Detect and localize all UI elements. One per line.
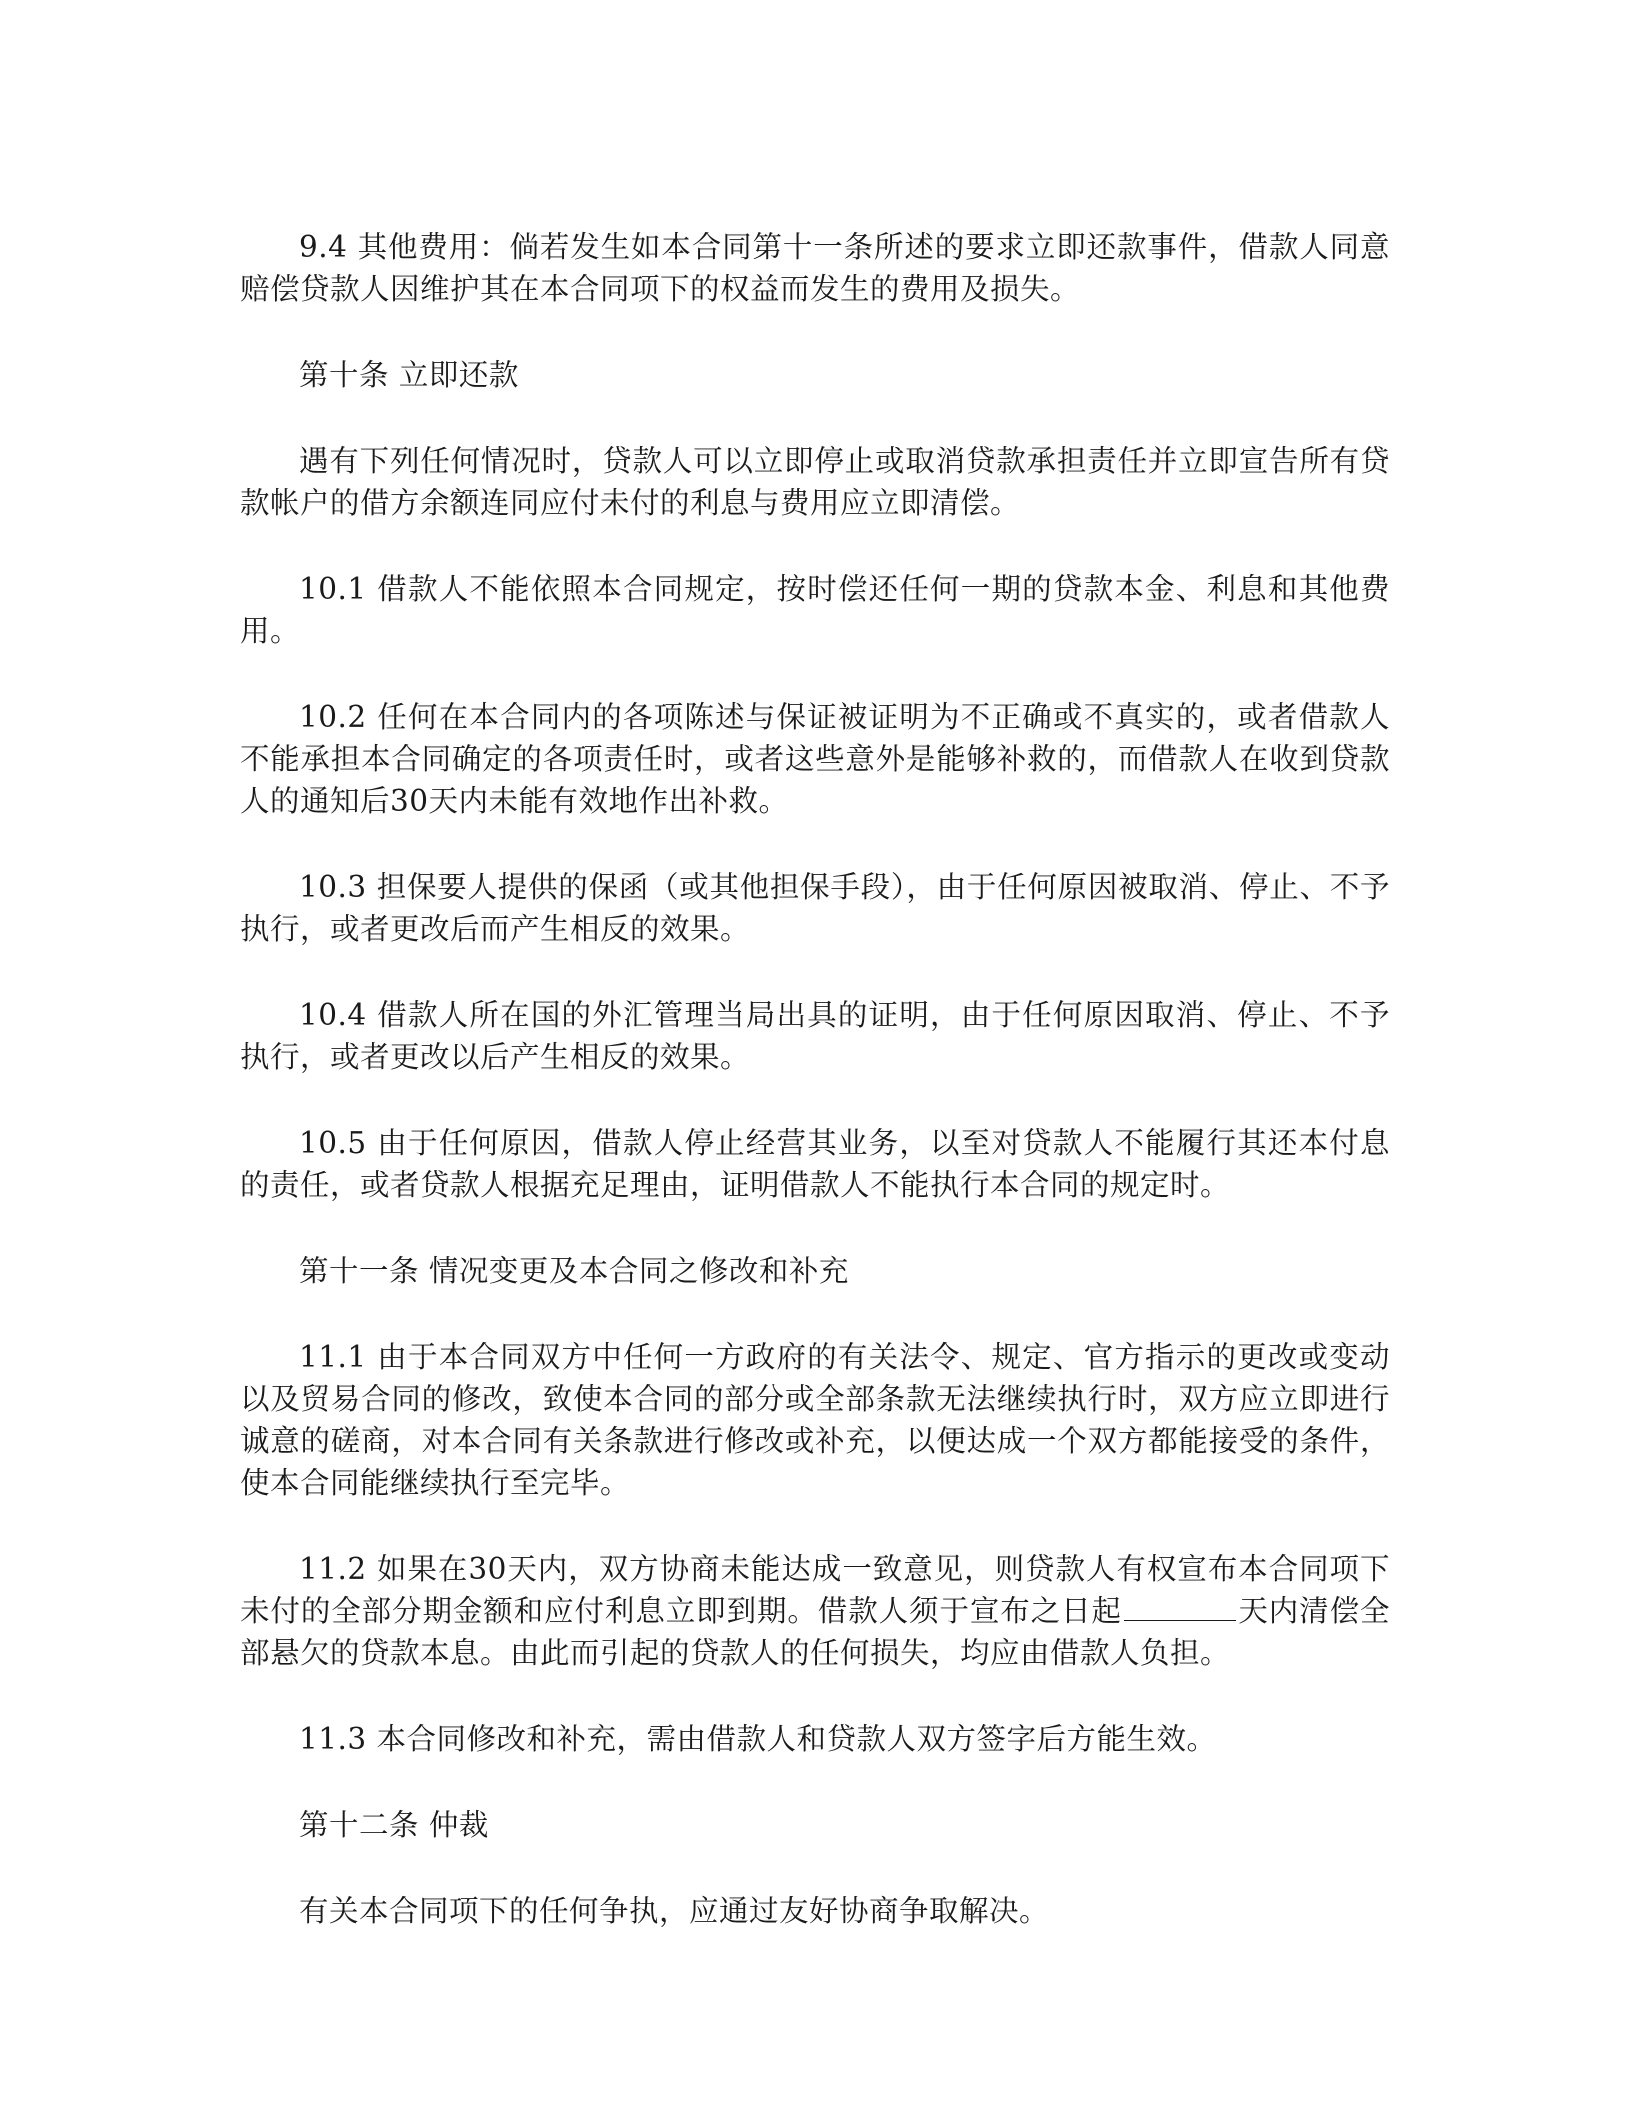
clause-10-3: 10.3 担保要人提供的保函（或其他担保手段），由于任何原因被取消、停止、不予执行，或者更改后而产生相反的效果。 xyxy=(240,870,1390,946)
clause-10-5: 10.5 由于任何原因，借款人停止经营其业务，以至对贷款人不能履行其还本付息的责任，或者贷款人根据充足理由，证明借款人不能执行本合同的规定时。 xyxy=(240,1126,1390,1202)
document-body xyxy=(240,226,1390,1976)
clause-11-1: 11.1 由于本合同双方中任何一方政府的有关法令、规定、官方指示的更改或变动以及贸易合同的修改，致使本合同的部分或全部条款无法继续执行时，双方应立即进行诚意的磋商，对本合同有关条款进行修改或补充，以便达成一个双方都能接受的条件，使本合同能继续执行至完毕。 xyxy=(240,1340,1390,1500)
clause-11-3: 11.3 本合同修改和补充，需由借款人和贷款人双方签字后方能生效。 xyxy=(299,1722,1217,1756)
clause-10-4: 10.4 借款人所在国的外汇管理当局出具的证明，由于任何原因取消、停止、不予执行，或者更改以后产生相反的效果。 xyxy=(240,998,1390,1074)
clause-11-2-before-blank: 11.2 如果在30天内，双方协商未能达成一致意见，则贷款人有权宣布本合同项下未付的全部分期金额和应付利息立即到期。借款人须于宣布之日起 xyxy=(240,1552,1390,1628)
clause-10-2: 10.2 任何在本合同内的各项陈述与保证被证明为不正确或不真实的，或者借款人不能承担本合同确定的各项责任时，或者这些意外是能够补救的，而借款人在收到贷款人的通知后30天内未能有效地作出补救。 xyxy=(240,700,1390,818)
article-10-intro: 遇有下列任何情况时，贷款人可以立即停止或取消贷款承担责任并立即宣告所有贷款帐户的借方余额连同应付未付的利息与费用应立即清偿。 xyxy=(240,444,1390,520)
clause-9-4: 9.4 其他费用：倘若发生如本合同第十一条所述的要求立即还款事件，借款人同意赔偿贷款人因维护其在本合同项下的权益而发生的费用及损失。 xyxy=(240,230,1390,306)
article-10-heading: 第十条 立即还款 xyxy=(299,358,519,392)
article-12-heading: 第十二条 仲裁 xyxy=(299,1808,489,1842)
fill-in-blank-days xyxy=(1124,1590,1236,1621)
clause-11-2-after-blank: 天内清偿全部悬欠的贷款本息。由此而引起的贷款人的任何损失，均应由借款人负担。 xyxy=(240,1594,1390,1670)
article-11-heading: 第十一条 情况变更及本合同之修改和补充 xyxy=(299,1254,849,1288)
article-12-intro: 有关本合同项下的任何争执，应通过友好协商争取解决。 xyxy=(299,1894,1050,1928)
clause-10-1: 10.1 借款人不能依照本合同规定，按时偿还任何一期的贷款本金、利息和其他费用。 xyxy=(240,572,1390,648)
clause-11-2 xyxy=(240,1548,1390,1674)
